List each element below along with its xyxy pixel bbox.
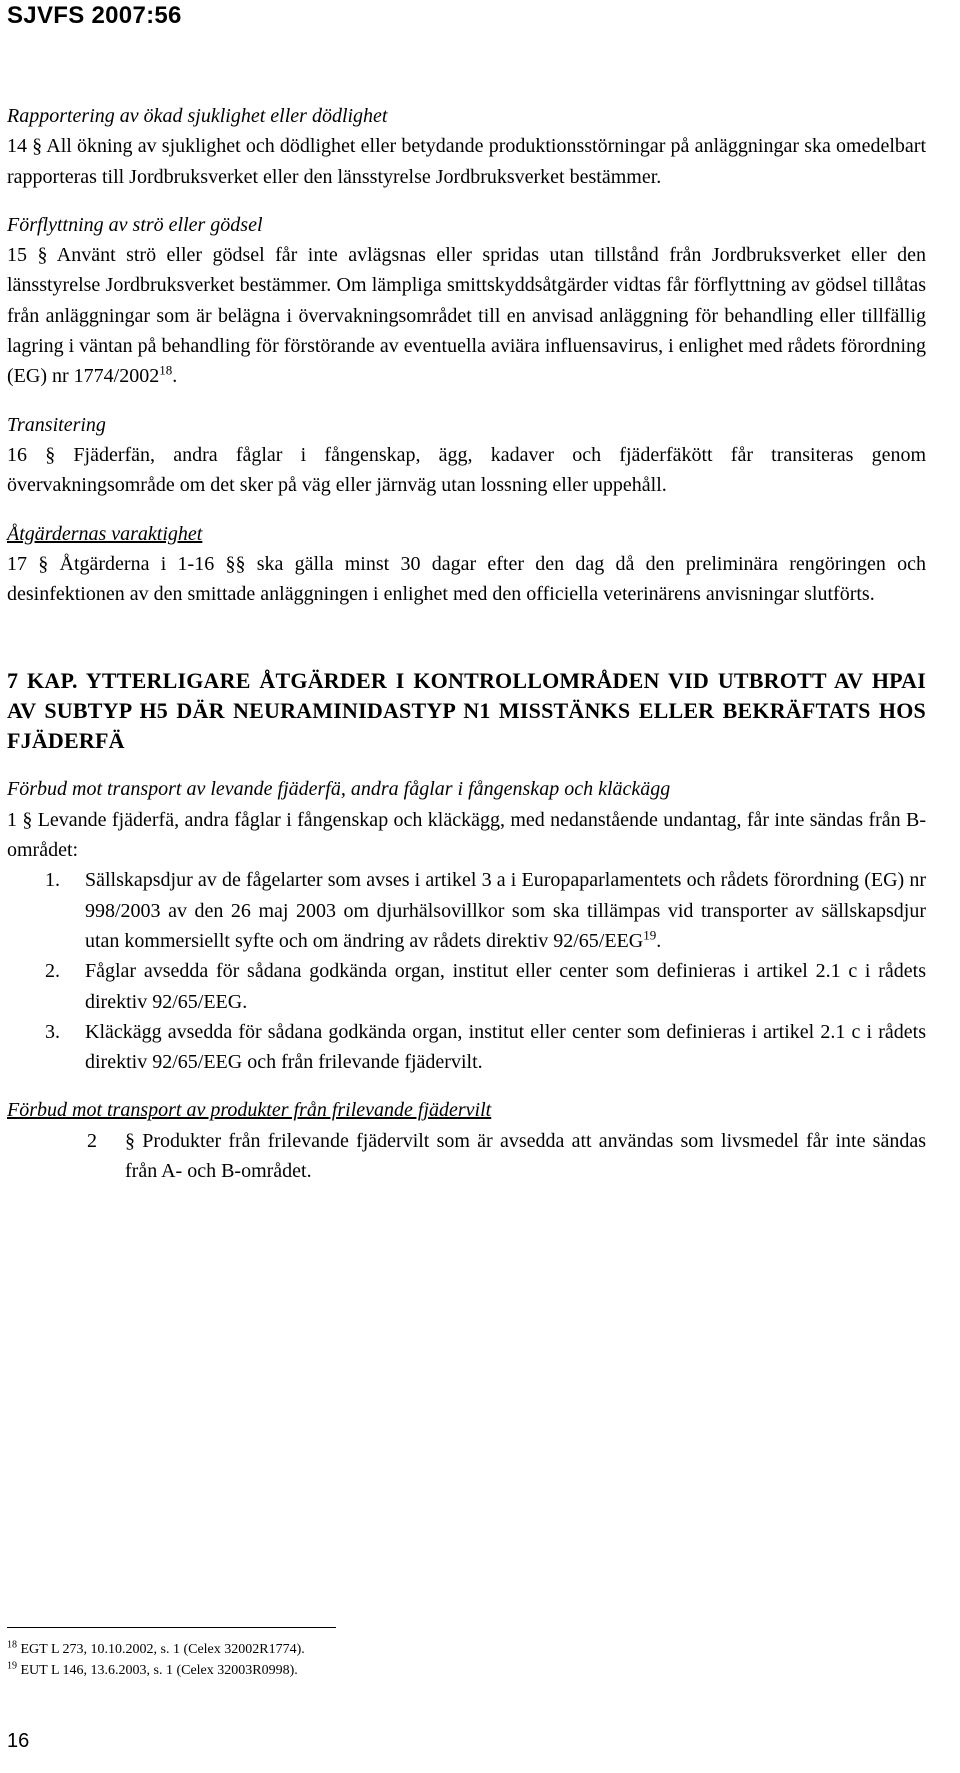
section-text-15-end: . — [172, 365, 178, 388]
list-item — [7, 1017, 926, 1078]
section-heading-14: Rapportering av ökad sjuklighet eller dödlighet — [7, 105, 388, 127]
footnotes — [7, 1639, 305, 1681]
list-item-text: Kläckägg avsedda för sådana godkända organ, institut eller center som definieras i artikel 2.1 c i rådets direktiv 92/65/EEG och från frilevande fjädervilt. — [85, 1020, 926, 1074]
list-item-text: Fåglar avsedda för sådana godkända organ, institut eller center som definieras i artikel 2.1 c i rådets direktiv 92/65/EEG. — [85, 960, 926, 1013]
ch7-section-text-2: § Produkter från frilevande fjädervilt som är avsedda att användas som livsmedel får inte sändas från A- och B-området. — [125, 1129, 926, 1183]
section-text-15-body: 15 § Använt strö eller gödsel får inte avlägsnas eller spridas utan tillstånd från Jordbruksverket eller den länsstyrelse Jordbruksverket bestämmer. Om lämpliga smittskyddsåtgärder vidtas får förflyttning av gödsel tillåtas från anläggningar som är belägna i övervakningsområdet till en anvisad anläggning för behandling eller tillfällig lagring i väntan på behandling för förstörande av eventuella aviära influensavirus, i enlighet med rådets förordning (EG) nr 1774/2002 — [7, 244, 926, 388]
list-item-number: 2. — [45, 960, 60, 983]
section-text-17: 17 § Åtgärderna i 1-16 §§ ska gälla minst 30 dagar efter den dag då den preliminära rengöringen och desinfektionen av den smittade anläggningen i enlighet med den officiella veterinärens anvisningar slutförts. — [7, 552, 926, 606]
ch7-section-text-1: 1 § Levande fjäderfä, andra fåglar i fångenskap och kläckägg, med nedanstående undantag, får inte sändas från B-området: — [7, 808, 926, 862]
document-body — [7, 101, 926, 1186]
section-heading-17: Åtgärdernas varaktighet — [7, 522, 203, 545]
footnote-text: EUT L 146, 13.6.2003, s. 1 (Celex 32003R0998). — [20, 1663, 298, 1678]
list-item — [7, 865, 926, 956]
section-heading-16: Transitering — [7, 413, 106, 436]
section-text-14: 14 § All ökning av sjuklighet och dödlighet eller betydande produktionsstörningar på anläggningar ska omedelbart rapporteras till Jordbruksverket eller den länsstyrelse Jordbruksverket bestämmer. — [7, 135, 926, 188]
section-text-16: 16 § Fjäderfän, andra fåglar i fångenskap, ägg, kadaver och fjäderfäkött får transiteras genom övervakningsområde om det sker på väg eller järnväg utan lossning eller uppehåll. — [7, 443, 926, 497]
section-heading-15: Förflyttning av strö eller gödsel — [7, 213, 263, 236]
page-number: 16 — [7, 1730, 30, 1752]
section-text-15 — [7, 240, 926, 391]
footnote-18 — [7, 1639, 305, 1660]
list-item-body: Sällskapsdjur av de fågelarter som avses i artikel 3 a i Europaparlamentets och rådets förordning (EG) nr 998/2003 av den 26 maj 2003 om djurhälsovillkor som ska tillämpas vid transporter av sällskapsdjur utan kommersiellt syfte och om ändring av rådets direktiv 92/65/EEG — [85, 869, 926, 952]
list-item-number: 3. — [45, 1020, 60, 1043]
footnote-ref-18[interactable]: 18 — [159, 362, 173, 378]
ch7-section-heading-2: Förbud mot transport av produkter från frilevande fjädervilt — [7, 1099, 492, 1122]
footnote-19 — [7, 1660, 305, 1681]
ch7-section-number-2: 2 — [87, 1129, 97, 1152]
footnote-text: EGT L 273, 10.10.2002, s. 1 (Celex 32002R1774). — [20, 1642, 305, 1657]
ch7-section-heading-1: Förbud mot transport av levande fjäderfä, andra fåglar i fångenskap och kläckägg — [7, 778, 671, 801]
list-item-number: 1. — [45, 869, 60, 892]
footnote-separator — [7, 1627, 336, 1628]
footnote-ref-19[interactable]: 19 — [643, 927, 657, 943]
document-code: SJVFS 2007:56 — [7, 2, 182, 29]
list-item-text — [85, 865, 926, 956]
list-item — [7, 956, 926, 1017]
list-item-end: . — [656, 929, 662, 952]
chapter-title: 7 KAP. YTTERLIGARE ÅTGÄRDER I KONTROLLOMRÅDEN VID UTBROTT AV HPAI AV SUBTYP H5 DÄR NEURAMINIDASTYP N1 MISSTÄNKS ELLER BEKRÄFTATS HOS FJÄDERFÄ — [7, 668, 926, 754]
ch7-section-2 — [7, 1126, 926, 1187]
footnote-number: 19 — [7, 1660, 17, 1672]
exception-list — [7, 865, 926, 1077]
footnote-number: 18 — [7, 1639, 17, 1651]
